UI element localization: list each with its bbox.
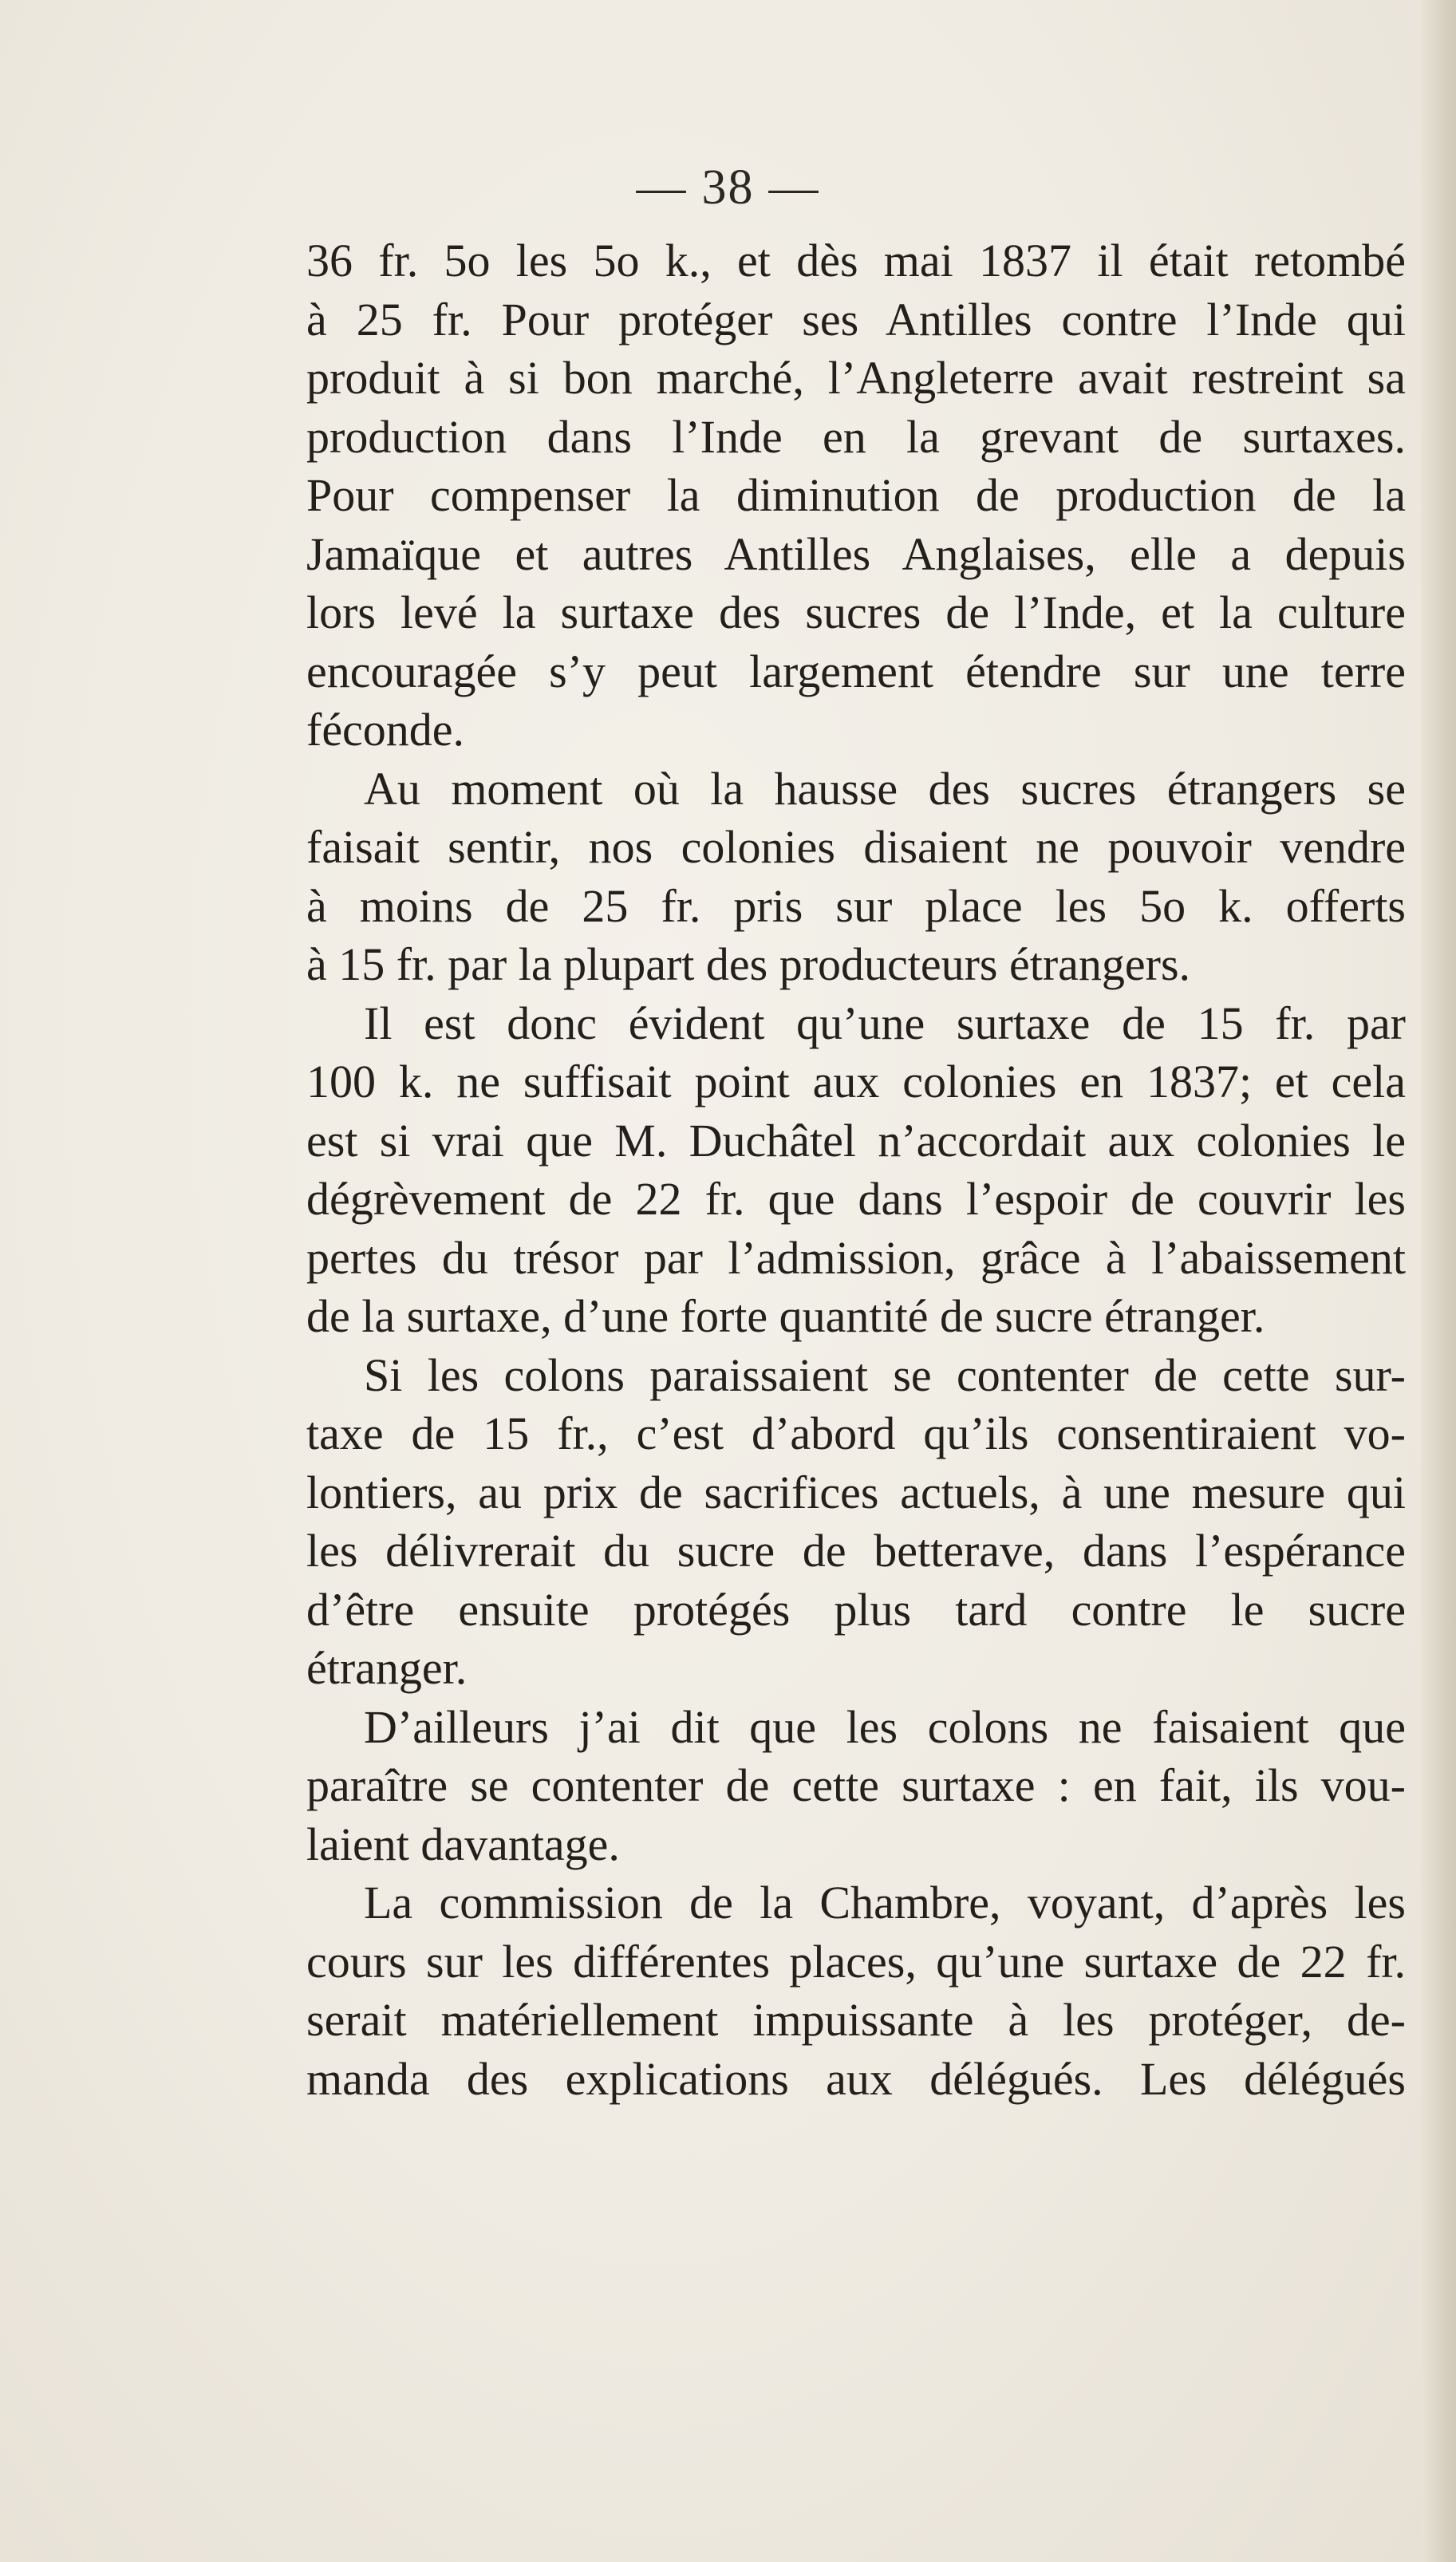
page-number: 38: [701, 160, 755, 215]
page-number-header: [0, 160, 1456, 216]
header-dash-right: —: [768, 160, 820, 215]
text-line: Pour compenser la diminution de production de la: [306, 469, 1406, 521]
text-line: à 25 fr. Pour protéger ses Antilles contre l’Inde qui: [306, 293, 1406, 345]
text-line: 100 k. ne suffisait point aux colonies en 1837; et cela: [306, 1056, 1406, 1107]
text-line: faisait sentir, nos colonies disaient ne pouvoir vendre: [306, 821, 1406, 873]
text-line: étranger.: [306, 1642, 468, 1694]
text-line: pertes du trésor par l’admission, grâce à l’abaissement: [306, 1231, 1406, 1284]
text-line: à 15 fr. par la plupart des producteurs étrangers.: [306, 938, 1191, 990]
text-line: d’être ensuite protégés plus tard contre le sucre: [306, 1583, 1406, 1636]
text-line: cours sur les différentes places, qu’une surtaxe de 22 fr.: [306, 1935, 1406, 1988]
text-line: paraître se contenter de cette surtaxe : en fait, ils vou-: [306, 1759, 1406, 1811]
text-line: D’ailleurs j’ai dit que les colons ne faisaient que: [364, 1700, 1406, 1753]
text-line: Au moment où la hausse des sucres étrangers se: [364, 762, 1406, 815]
text-line: encouragée s’y peut largement étendre sur une terre: [306, 645, 1406, 697]
text-line: taxe de 15 fr., c’est d’abord qu’ils consentiraient vo-: [306, 1407, 1406, 1459]
text-line: Si les colons paraissaient se contenter de cette sur-: [364, 1348, 1406, 1401]
text-line: de la surtaxe, d’une forte quantité de sucre étranger.: [306, 1290, 1265, 1342]
text-line: produit à si bon marché, l’Angleterre avait restreint sa: [306, 352, 1406, 404]
text-line: féconde.: [306, 704, 465, 756]
text-line: production dans l’Inde en la grevant de surtaxes.: [306, 410, 1406, 463]
text-line: La commission de la Chambre, voyant, d’après les: [364, 1877, 1406, 1928]
text-line: manda des explications aux délégués. Les délégués: [306, 2052, 1406, 2105]
text-line: à moins de 25 fr. pris sur place les 5o k. offerts: [306, 879, 1406, 932]
page-gutter-shadow: [1421, 0, 1456, 2562]
text-line: est si vrai que M. Duchâtel n’accordait aux colonies le: [306, 1114, 1406, 1167]
text-line: dégrèvement de 22 fr. que dans l’espoir de couvrir les: [306, 1173, 1406, 1225]
text-line: lontiers, au prix de sacrifices actuels, à une mesure qui: [306, 1466, 1406, 1518]
text-line: lors levé la surtaxe des sucres de l’Inde, et la culture: [306, 586, 1406, 638]
text-line: les délivrerait du sucre de betterave, dans l’espérance: [306, 1525, 1406, 1577]
text-line: serait matériellement impuissante à les protéger, de-: [306, 1994, 1406, 2046]
header-dash-left: —: [636, 160, 688, 215]
text-line: Il est donc évident qu’une surtaxe de 15 fr. par: [364, 997, 1406, 1049]
text-line: Jamaïque et autres Antilles Anglaises, elle a depuis: [306, 527, 1406, 580]
body-text: [306, 231, 1406, 2108]
text-line: 36 fr. 5o les 5o k., et dès mai 1837 il était retombé: [306, 235, 1406, 286]
text-line: laient davantage.: [306, 1818, 620, 1870]
